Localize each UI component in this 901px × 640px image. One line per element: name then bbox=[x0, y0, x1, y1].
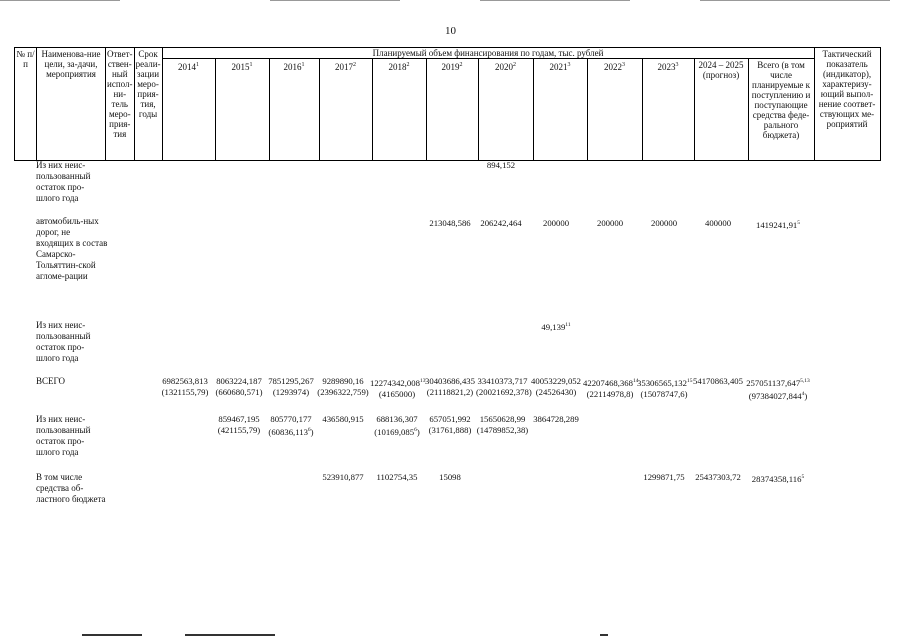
header-year-2017: 2017$^2$ bbox=[319, 59, 372, 161]
header-funding-title: Планируемый объем финансирования по годам, тыс. рублей bbox=[162, 48, 814, 59]
row4-2022: 42207468,368$^{14}$ (22114978,8) bbox=[583, 377, 639, 399]
row6-forecast: 25437303,72 bbox=[695, 472, 741, 482]
row4-2014: 6982563,813 (1321155,79) bbox=[161, 376, 209, 397]
row4-2017: 9289890,16 (2396322,759) bbox=[317, 376, 369, 397]
row4-total: 257051137,647$^{5,13}$ (97384027,844$^4$) bbox=[746, 377, 810, 401]
header-year-2020: 2020$^2$ bbox=[478, 59, 533, 161]
row4-2016: 7851295,267 (1293974) bbox=[268, 376, 314, 397]
row6-total: 28374358,116$^5$ bbox=[751, 473, 805, 484]
header-table bbox=[14, 47, 881, 161]
header-term: Срок реали-зации меро-прия-тия, годы bbox=[134, 48, 162, 161]
header-year-2016: 2016$^1$ bbox=[269, 59, 319, 161]
header-year-2022: 2022$^3$ bbox=[587, 59, 642, 161]
row5-2020: 15650628,99 (14789852,38) bbox=[476, 414, 529, 435]
header-name: Наименова-ние цели, за-дачи, мероприятия bbox=[37, 48, 106, 161]
header-indicator: Тактический показатель (индикатор), характеризу-ющий выпол-нение соответ-ствующих ме-роприятий bbox=[814, 48, 880, 161]
row-label-unused-balance-1: Из них неис-пользованный остаток про-шлого года bbox=[36, 160, 91, 203]
row2-forecast: 400000 bbox=[704, 218, 732, 228]
header-year-2021: 2021$^3$ bbox=[533, 59, 587, 161]
header-total: Всего (в том числе планируемые к поступлению и поступающие средства феде-рального бюджета) bbox=[748, 59, 814, 161]
row5-2016: 805770,177 (60836,113$^6$) bbox=[268, 414, 314, 437]
row5-2021: 3864728,289 bbox=[533, 414, 579, 424]
row5-2015: 859467,195 (421155,79) bbox=[217, 414, 261, 435]
top-edge-marks bbox=[0, 0, 901, 2]
row4-2019: 30403686,435 (21118821,2) bbox=[425, 376, 475, 397]
header-year-2014: 2014$^1$ bbox=[162, 59, 215, 161]
row1-2020: 894,152 bbox=[486, 160, 516, 170]
row4-2020: 33410373,717 (20021692,378) bbox=[476, 376, 532, 397]
header-year-2019: 2019$^2$ bbox=[426, 59, 478, 161]
row3-2021: 49,139$^{11}$ bbox=[541, 321, 571, 332]
row4-2018: 12274342,008$^{13}$ (4165000) bbox=[370, 377, 426, 399]
row4-2015: 8063224,187 (660680,571) bbox=[215, 376, 263, 397]
row4-2023: 35306565,132$^{15}$ (15078747,6) bbox=[637, 377, 693, 399]
row-label-total: ВСЕГО bbox=[36, 376, 65, 386]
row2-2019: 213048,586 bbox=[429, 218, 471, 228]
header-year-2023: 2023$^3$ bbox=[642, 59, 694, 161]
row4-2021: 40053229,052 (24526430) bbox=[531, 376, 581, 397]
header-responsible: Ответ-ствен-ный испол-ни-тель меро-прия-тия bbox=[106, 48, 135, 161]
header-year-2015: 2015$^1$ bbox=[215, 59, 269, 161]
header-year-2018: 2018$^2$ bbox=[372, 59, 426, 161]
row2-2020: 206242,464 bbox=[480, 218, 522, 228]
row2-2021: 200000 bbox=[542, 218, 570, 228]
row6-2018: 1102754,35 bbox=[376, 472, 418, 482]
row6-2019: 15098 bbox=[439, 472, 461, 482]
row6-2017: 523910,877 bbox=[322, 472, 364, 482]
row6-2023: 1299871,75 bbox=[643, 472, 685, 482]
header-num: № п/п bbox=[15, 48, 37, 161]
row5-2018: 688136,307 (10169,085$^6$) bbox=[374, 414, 420, 437]
page-number: 10 bbox=[445, 25, 456, 37]
row4-forecast: 54170863,405 bbox=[693, 376, 743, 386]
row2-2022: 200000 bbox=[596, 218, 624, 228]
row-label-regional-budget: В том числе средства об-ластного бюджета bbox=[36, 472, 106, 504]
row-label-unused-balance-3: Из них неис-пользованный остаток про-шлого года bbox=[36, 414, 91, 457]
row-label-unused-balance-2: Из них неис-пользованный остаток про-шлого года bbox=[36, 320, 91, 363]
row5-2017: 436580,915 bbox=[322, 414, 364, 424]
row2-total: 1419241,91$^5$ bbox=[755, 219, 800, 230]
row2-2023: 200000 bbox=[650, 218, 678, 228]
header-forecast: 2024 – 2025 (прогноз) bbox=[694, 59, 748, 161]
row5-2019: 657051,992 (31761,888) bbox=[428, 414, 472, 435]
row-label-roads: автомобиль-ных дорог, не входящих в состав Самарско-Тольяттин-ской агломе-рации bbox=[36, 216, 108, 281]
